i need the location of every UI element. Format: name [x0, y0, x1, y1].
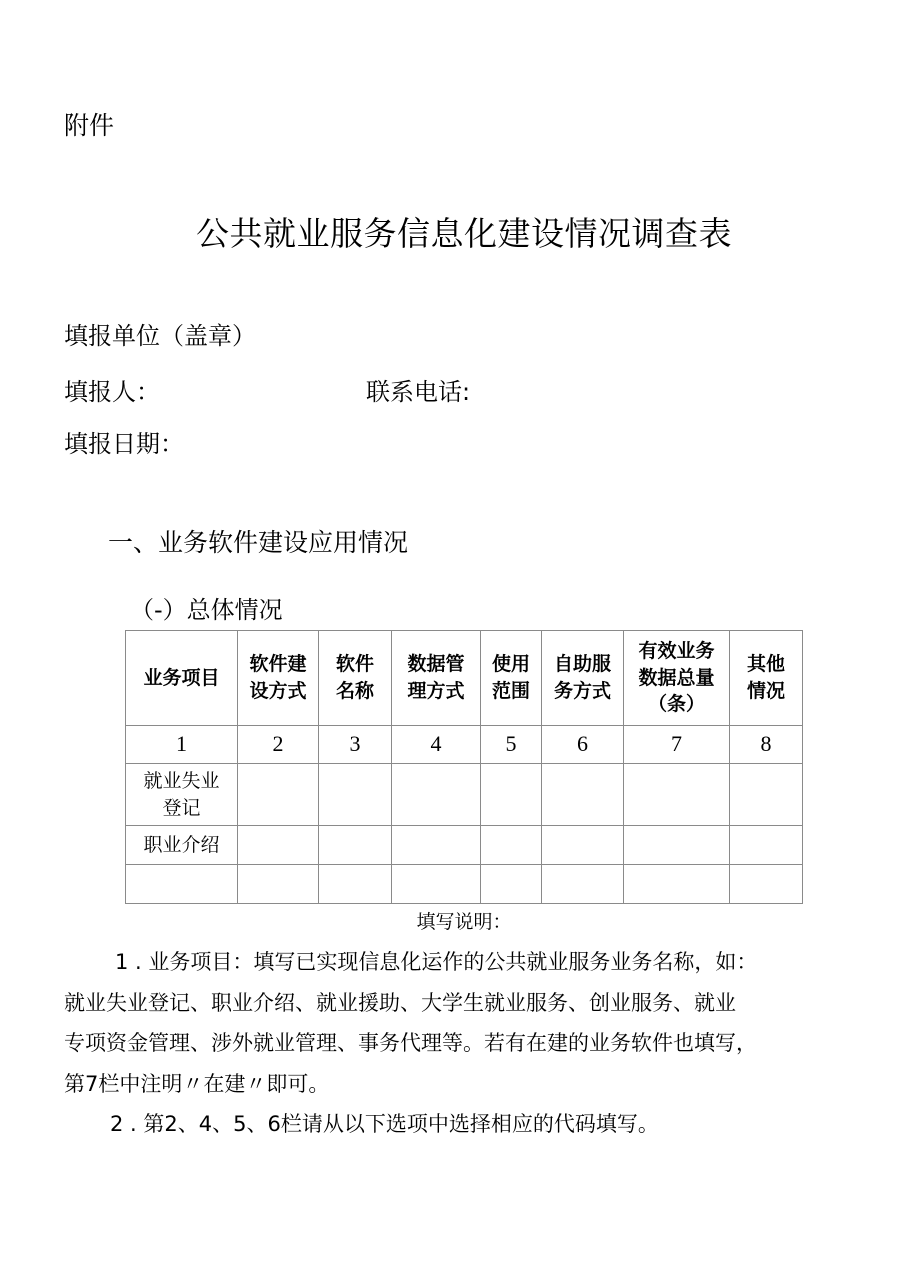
- column-number: 8: [730, 726, 803, 764]
- table-cell[interactable]: [238, 865, 319, 904]
- note-item-2: 2 . 第2、4、5、6栏请从以下选项中选择相应的代码填写。: [110, 1112, 659, 1136]
- table-cell[interactable]: [238, 826, 319, 865]
- header-cell: 软件建 设方式: [238, 631, 319, 726]
- field-contact-phone: 联系电话:: [366, 378, 471, 406]
- table-cell[interactable]: [730, 826, 803, 865]
- note-item-1-line-1: 1 . 业务项目：填写已实现信息化运作的公共就业服务业务名称，如：: [115, 950, 758, 974]
- row-label-cell[interactable]: [126, 865, 238, 904]
- column-number: 6: [542, 726, 624, 764]
- section-heading: 一、业务软件建设应用情况: [108, 528, 409, 557]
- table-cell[interactable]: [392, 826, 481, 865]
- column-number: 1: [126, 726, 238, 764]
- note-item-1-line-4: 第7栏中注明〃在建〃即可。: [64, 1072, 330, 1096]
- notes-title: 填写说明：: [416, 911, 512, 933]
- field-reporter: 填报人：: [64, 378, 160, 406]
- header-cell: 其他 情况: [730, 631, 803, 726]
- header-cell: 数据管 理方式: [392, 631, 481, 726]
- table-cell[interactable]: [481, 865, 542, 904]
- column-number: 4: [392, 726, 481, 764]
- table-cell[interactable]: [542, 865, 624, 904]
- table-cell[interactable]: [392, 865, 481, 904]
- table-cell[interactable]: [319, 764, 392, 826]
- table-cell[interactable]: [481, 826, 542, 865]
- document-title: 公共就业服务信息化建设情况调查表: [196, 214, 732, 253]
- header-cell: 使用 范围: [481, 631, 542, 726]
- row-label-cell: 职业介绍: [126, 826, 238, 865]
- table-cell[interactable]: [624, 865, 730, 904]
- column-number: 5: [481, 726, 542, 764]
- column-number: 2: [238, 726, 319, 764]
- table-header-row: [126, 631, 803, 726]
- table-cell[interactable]: [624, 826, 730, 865]
- header-cell: 业务项目: [126, 631, 238, 726]
- table-row: [126, 764, 803, 826]
- table-cell[interactable]: [542, 826, 624, 865]
- table-cell[interactable]: [481, 764, 542, 826]
- field-report-date: 填报日期：: [64, 430, 184, 458]
- table-cell[interactable]: [542, 764, 624, 826]
- note-item-1-line-2: 就业失业登记、职业介绍、就业援助、大学生就业服务、创业服务、就业: [64, 991, 736, 1015]
- table-cell[interactable]: [392, 764, 481, 826]
- table-cell[interactable]: [238, 764, 319, 826]
- table-cell[interactable]: [319, 865, 392, 904]
- survey-table: [125, 630, 803, 904]
- header-cell: 软件 名称: [319, 631, 392, 726]
- column-number: 7: [624, 726, 730, 764]
- row-label-cell: 就业失业 登记: [126, 764, 238, 826]
- note-item-1-line-3: 专项资金管理、涉外就业管理、事务代理等。若有在建的业务软件也填写，: [64, 1031, 757, 1055]
- table-cell[interactable]: [730, 865, 803, 904]
- column-number-row: [126, 726, 803, 764]
- table-cell[interactable]: [730, 764, 803, 826]
- field-reporting-unit: 填报单位（盖章）: [64, 322, 256, 350]
- table-cell[interactable]: [624, 764, 730, 826]
- subsection-heading: （-）总体情况: [130, 596, 283, 624]
- header-cell: 有效业务 数据总量 （条）: [624, 631, 730, 726]
- table-row: [126, 865, 803, 904]
- table-row: [126, 826, 803, 865]
- attachment-label: 附件: [64, 111, 115, 140]
- table-cell[interactable]: [319, 826, 392, 865]
- header-cell: 自助服 务方式: [542, 631, 624, 726]
- column-number: 3: [319, 726, 392, 764]
